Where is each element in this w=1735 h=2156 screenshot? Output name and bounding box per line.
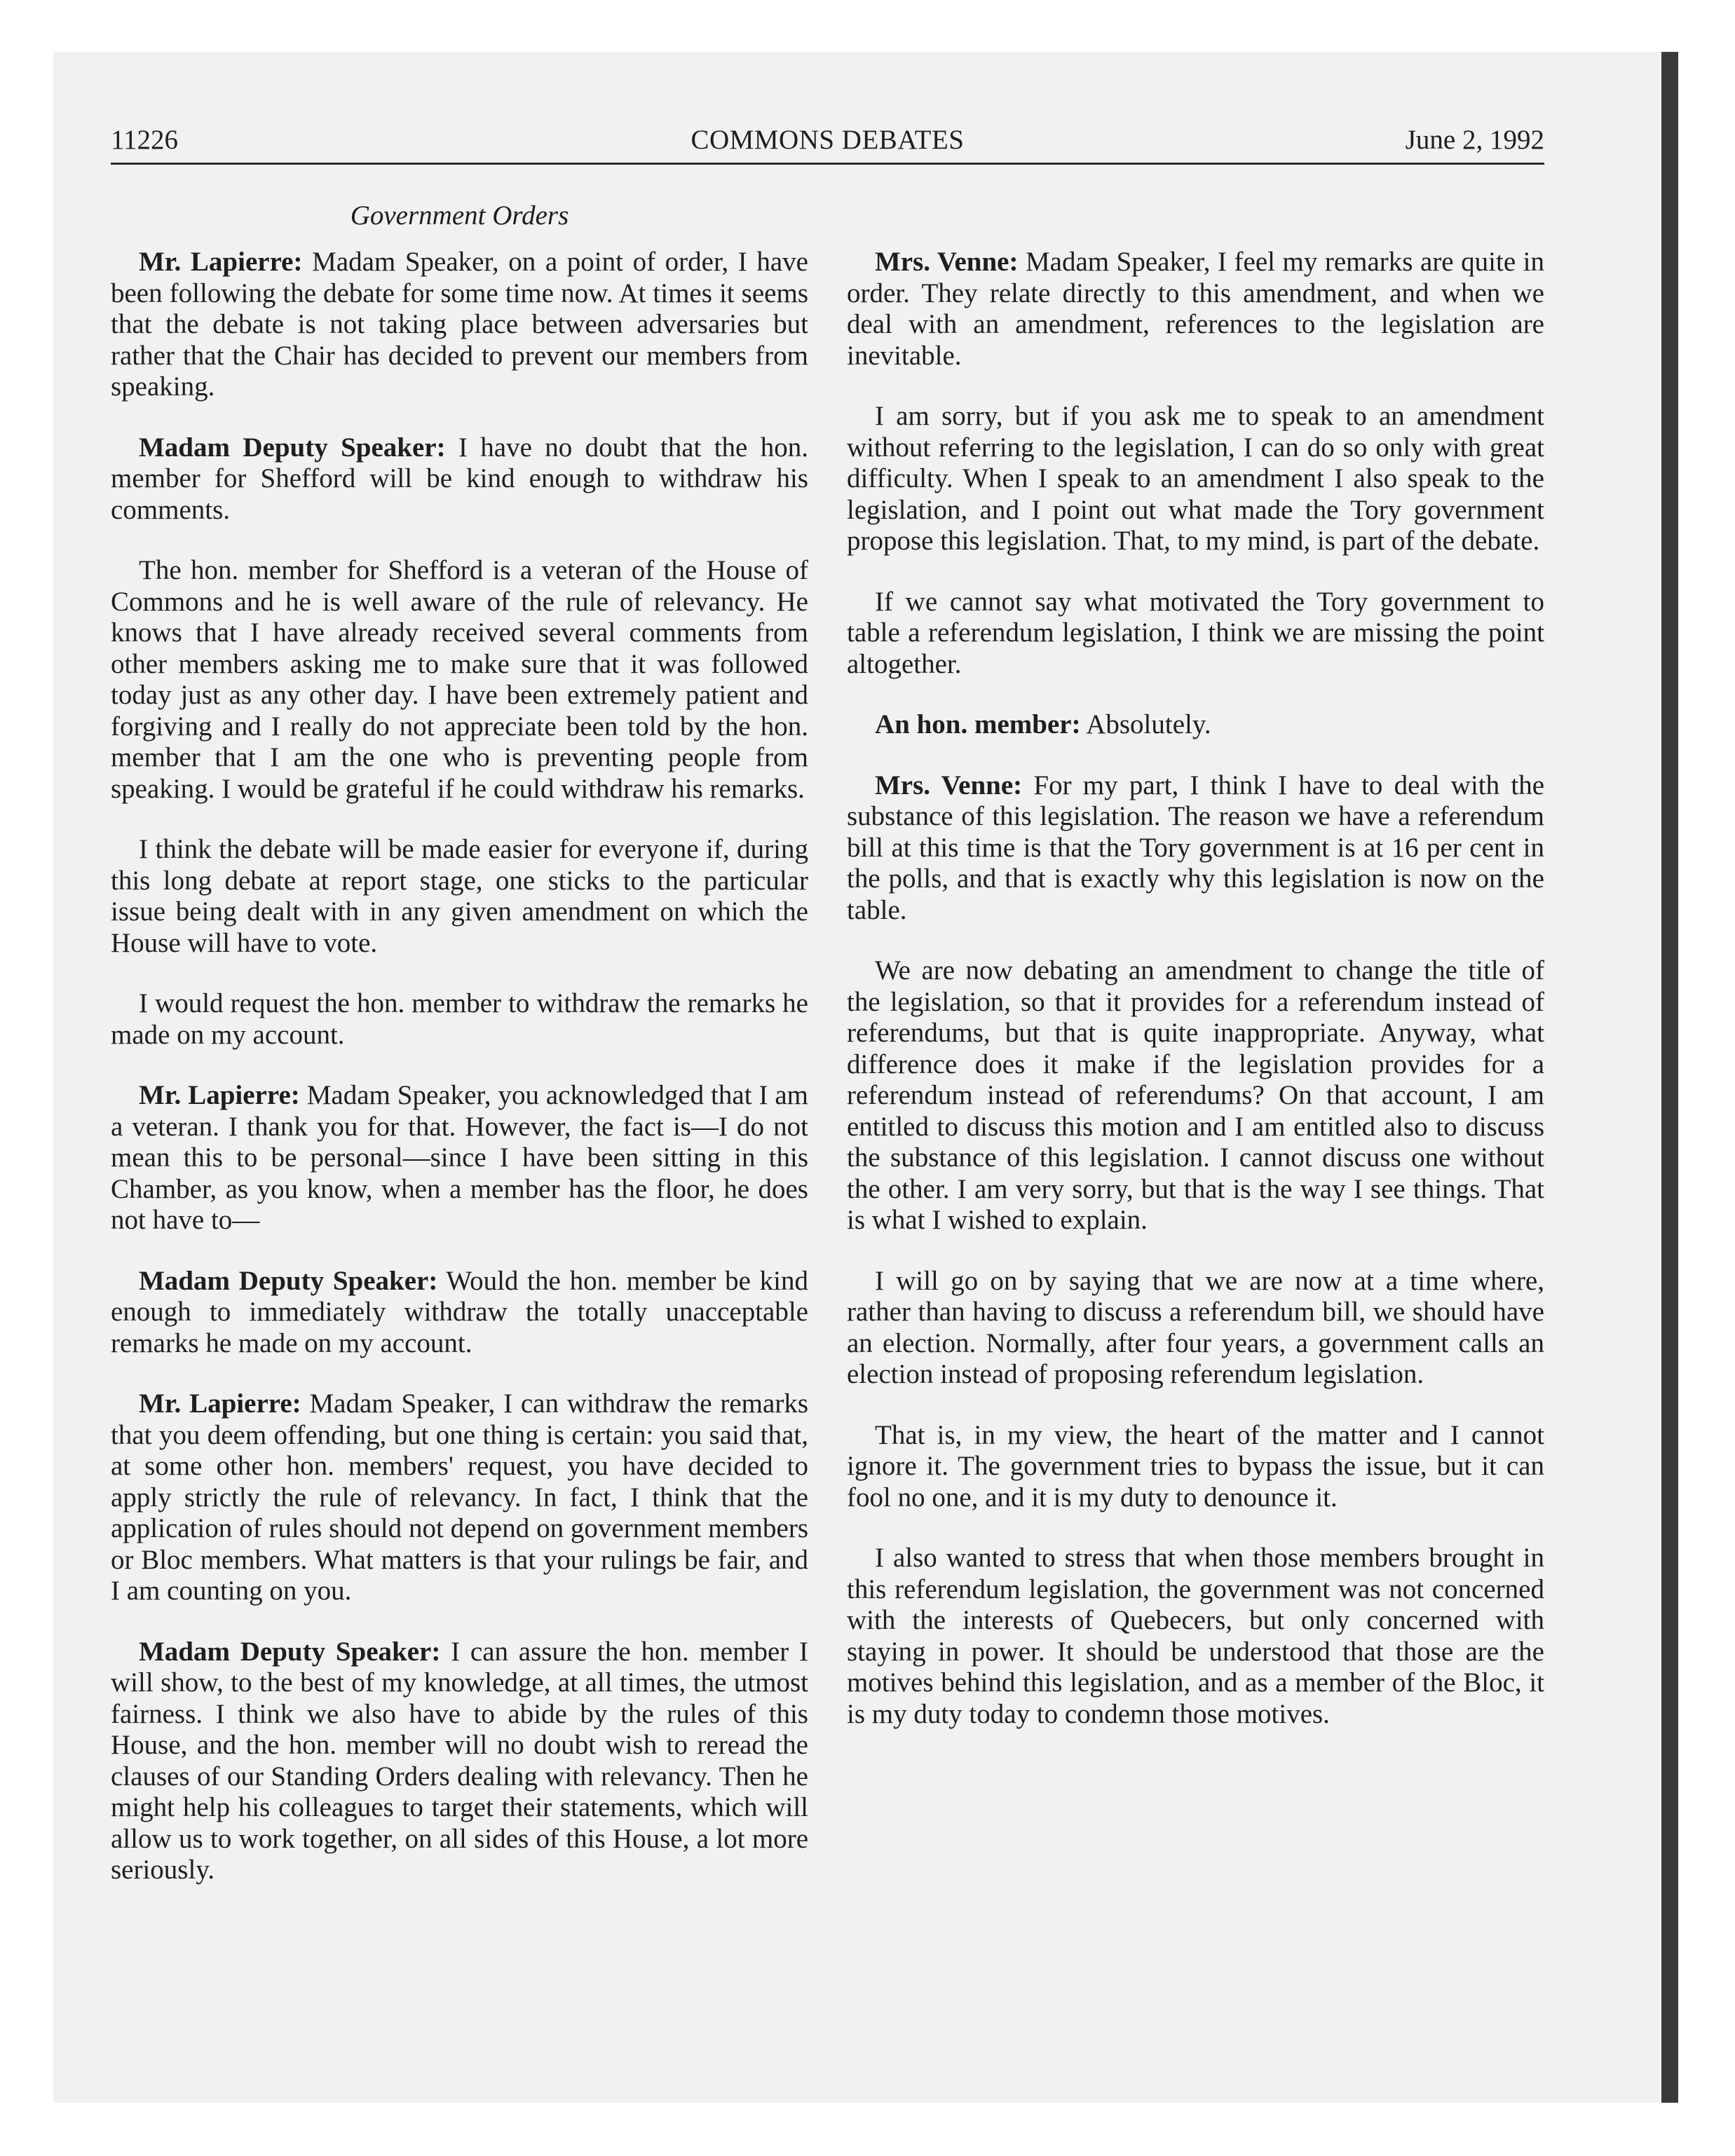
running-header xyxy=(111,119,1544,161)
speech-text: I will go on by saying that we are now at a time where, rather than having to discuss a referendum bill, we should have an election. Normally, after four years, a government calls an election instead of proposing referendum legislation. xyxy=(847,1265,1544,1389)
right-column xyxy=(847,247,1544,1759)
speech-text: I have no doubt that the hon. member for Shefford will be kind enough to withdraw his comments. xyxy=(111,432,808,525)
speech-text: For my part, I think I have to deal with the substance of this legislation. The reason we have a referendum bill at this time is that the Tory government is at 16 per cent in the polls, and that is exactly why this legislation is now on the table. xyxy=(847,770,1545,925)
paragraph xyxy=(847,955,1544,1236)
paragraph xyxy=(847,247,1544,371)
paragraph xyxy=(111,1389,808,1607)
speech-text: The hon. member for Shefford is a veteran of the House of Commons and he is well aware of the rule of relevancy. He knows that I have already received several comments from other members asking me to make sure that it was followed today just as any other day. I have been extremely patient and forgiving and I really do not appreciate been told by the hon. member that I am the one who is preventing people from speaking. I would be grateful if he could withdraw his remarks. xyxy=(111,555,808,804)
speaker-name: Mrs. Venne: xyxy=(875,247,1019,277)
header-rule xyxy=(111,163,1544,165)
paragraph xyxy=(847,1543,1544,1730)
speech-text: I think the debate will be made easier for everyone if, during this long debate at report stage, one sticks to the particular issue being dealt with in any given amendment on which the House will have to vote. xyxy=(111,834,808,958)
scan-edge-shadow xyxy=(1661,52,1678,2103)
speech-text: I am sorry, but if you ask me to speak to an amendment without referring to the legislation, I can do so only with great difficulty. When I speak to an amendment I also speak to the legislation, and I point out what made the Tory government propose this legislation. That, to my mind, is part of the debate. xyxy=(847,401,1544,556)
speech-text: I can assure the hon. member I will show, to the best of my knowledge, at all times, the utmost fairness. I think we also have to abide by the rules of this House, and the hon. member will no doubt wish to reread the clauses of our Standing Orders dealing with relevancy. Then he might help his colleagues to target their statements, which will allow us to work together, on all sides of this House, a lot more seriously. xyxy=(111,1636,808,1885)
speech-text: Madam Speaker, I can withdraw the remarks that you deem offending, but one thing is certain: you said that, at some other hon. members' request, you have decided to apply strictly the rule of relevancy. In fact, I think that the application of rules should not depend on government members or Bloc members. What matters is that your rulings be fair, and I am counting on you. xyxy=(111,1389,808,1606)
speech-text: That is, in my view, the heart of the matter and I cannot ignore it. The government tries to bypass the issue, but it can fool no one, and it is my duty to denounce it. xyxy=(847,1419,1544,1513)
speech-text: Absolutely. xyxy=(1086,709,1211,739)
issue-date: June 2, 1992 xyxy=(1405,125,1544,155)
paragraph xyxy=(111,432,808,526)
speaker-name: Mr. Lapierre: xyxy=(139,1080,300,1110)
speaker-name: Mrs. Venne: xyxy=(875,770,1023,800)
speech-text: Madam Speaker, I feel my remarks are quite in order. They relate directly to this amendment, and when we deal with an amendment, references to the legislation are inevitable. xyxy=(847,247,1545,371)
paragraph xyxy=(111,1266,808,1360)
paragraph xyxy=(847,1420,1544,1514)
paragraph xyxy=(847,770,1544,927)
speaker-name: Madam Deputy Speaker: xyxy=(139,432,446,463)
paragraph xyxy=(111,247,808,403)
paragraph xyxy=(847,709,1544,741)
speaker-name: An hon. member: xyxy=(875,709,1081,739)
paragraph xyxy=(111,1637,808,1886)
paragraph xyxy=(847,1266,1544,1391)
speaker-name: Madam Deputy Speaker: xyxy=(139,1265,438,1296)
speech-text: If we cannot say what motivated the Tory government to table a referendum legislation, I think we are missing the point altogether. xyxy=(847,586,1544,679)
speech-text: Madam Speaker, on a point of order, I have been following the debate for some time now. At times it seems that the debate is not taking place between adversaries but rather that the Chair has decided to prevent our members from speaking. xyxy=(111,247,808,402)
page-number: 11226 xyxy=(111,125,179,155)
speech-text: I would request the hon. member to withdraw the remarks he made on my account. xyxy=(111,988,808,1050)
speech-text: Would the hon. member be kind enough to immediately withdraw the totally unacceptable remarks he made on my account. xyxy=(111,1265,809,1358)
speaker-name: Madam Deputy Speaker: xyxy=(139,1636,441,1667)
paragraph xyxy=(847,401,1544,557)
speech-text: I also wanted to stress that when those members brought in this referendum legislation, the government was not concerned with the interests of Quebecers, but only concerned with staying in power. It should be understood that those are the motives behind this legislation, and as a member of the Bloc, it is my duty today to condemn those motives. xyxy=(847,1543,1544,1729)
paragraph xyxy=(111,988,808,1051)
speaker-name: Mr. Lapierre: xyxy=(139,247,303,277)
paragraph xyxy=(111,1080,808,1236)
publication-title: COMMONS DEBATES xyxy=(690,125,965,155)
paragraph xyxy=(111,834,808,959)
paragraph xyxy=(847,587,1544,681)
speech-text: We are now debating an amendment to change the title of the legislation, so that it provides for a referendum instead of referendums, but that is quite inappropriate. Anyway, what difference does it make if the legislation provides for a referendum instead of referendums? On that account, I am entitled to discuss this motion and I am entitled also to discuss the substance of this legislation. I cannot discuss one without the other. I am very sorry, but that is the way I see things. That is what I wished to explain. xyxy=(847,955,1544,1235)
section-title: Government Orders xyxy=(350,200,569,231)
speaker-name: Mr. Lapierre: xyxy=(139,1389,301,1419)
speech-text: Madam Speaker, you acknowledged that I am a veteran. I thank you for that. However, the fact is—I do not mean this to be personal—since I have been sitting in this Chamber, as you know, when a member has the floor, he does not have to— xyxy=(111,1080,808,1235)
left-column xyxy=(111,247,808,1916)
paragraph xyxy=(111,555,808,805)
